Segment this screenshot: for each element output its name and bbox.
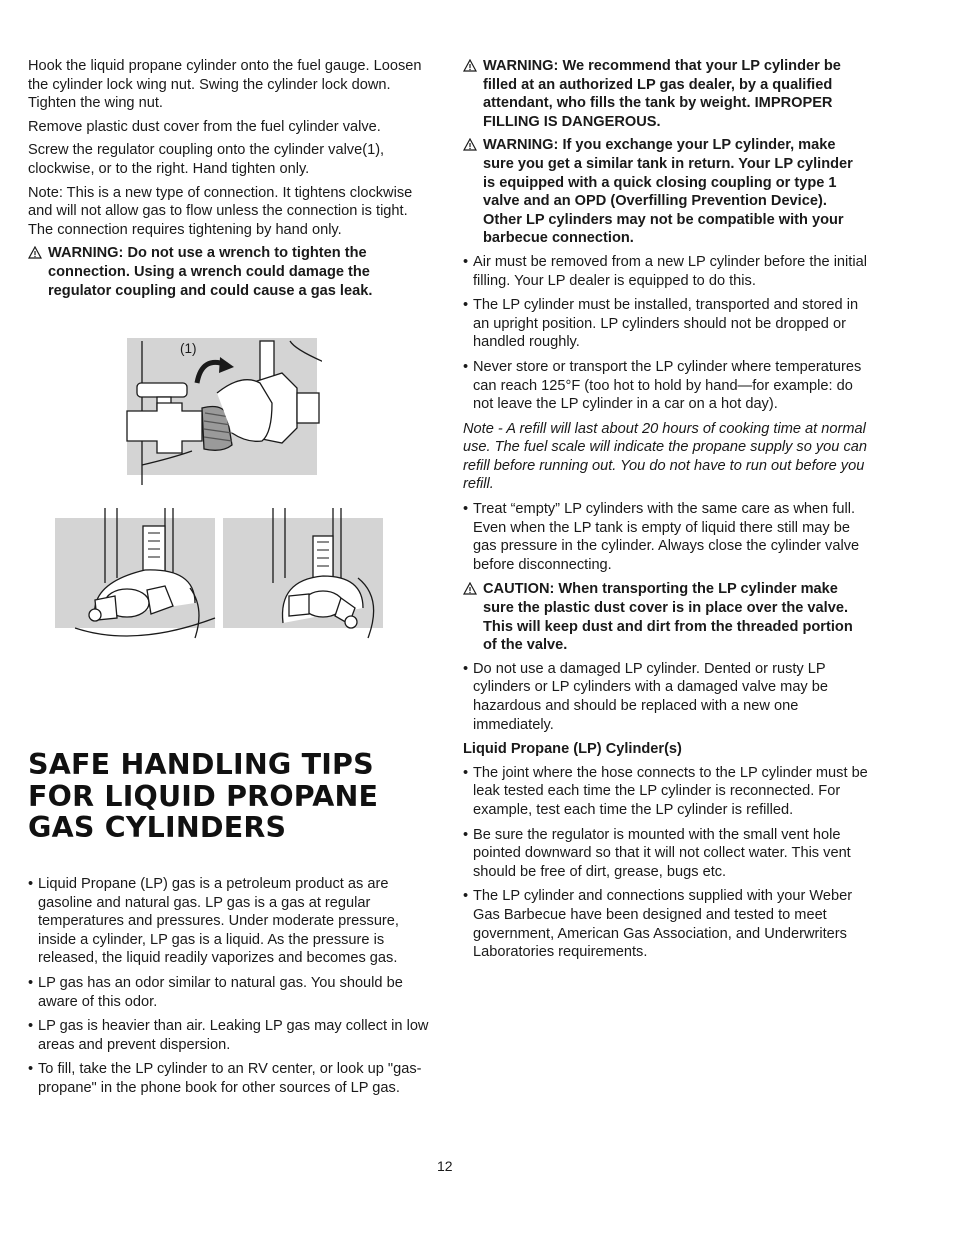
filling-warning-text: WARNING: We recommend that your LP cylinder be filled at an authorized LP gas dealer, by a qualified attendant, who fills the tank by weight. IMPROPER FILLING IS DANGEROUS. xyxy=(483,58,841,130)
list-item: • LP gas is heavier than air. Leaking LP gas may collect in low areas and prevent dispersion. xyxy=(28,1017,434,1054)
wrench-warning-text: WARNING: Do not use a wrench to tighten the connection. Using a wrench could damage the regulator coupling and could cause a gas leak. xyxy=(48,245,373,299)
page-number: 12 xyxy=(437,1158,453,1174)
list-item: • Be sure the regulator is mounted with the small vent hole pointed downward so that it will not collect water. This vent should be free of dirt, grease, bugs etc. xyxy=(463,826,868,882)
callout-label: (1) xyxy=(180,341,197,356)
cylinder-gauge-illustration-1 xyxy=(55,508,217,670)
right-column xyxy=(463,57,868,968)
warning-triangle-icon xyxy=(463,138,477,151)
list-item: • Never store or transport the LP cylinder where temperatures can reach 125°F (too hot to hold by hand—for example: do not leave the LP cylinder in a car on a hot day). xyxy=(463,358,868,414)
instruction-remove-cover: Remove plastic dust cover from the fuel cylinder valve. xyxy=(28,118,381,135)
cylinder-subheading: Liquid Propane (LP) Cylinder(s) xyxy=(463,741,682,758)
list-item: • Liquid Propane (LP) gas is a petroleum product as are gasoline and natural gas. LP gas is a gas at regular temperatures and pressures. Under moderate pressure, inside a cylinder, LP gas is a liquid. As the pressure is released, the liquid readily vaporizes and becomes gas. xyxy=(28,875,434,968)
list-item: • The LP cylinder must be installed, transported and stored in an upright position. LP cylinders should not be dropped or handled roughly. xyxy=(463,296,868,352)
list-item: • LP gas has an odor similar to natural gas. You should be aware of this odor. xyxy=(28,974,434,1011)
exchange-warning xyxy=(463,136,868,248)
cylinder-gauge-illustration-2 xyxy=(223,508,385,670)
list-item: • The joint where the hose connects to the LP cylinder must be leak tested each time the LP cylinder is reconnected. For example, test each time the LP cylinder is refilled. xyxy=(463,764,868,820)
connection-note: Note: This is a new type of connection. It tightens clockwise and will not allow gas to flow unless the connection is tight. The connection requires tightening by hand only. xyxy=(28,184,413,238)
warning-triangle-icon xyxy=(28,246,42,259)
filling-warning xyxy=(463,57,868,131)
exchange-warning-text: WARNING: If you exchange your LP cylinder, make sure you get a similar tank in return. Your LP cylinder is equipped with a quick closing coupling or type 1 valve and an OPD (Overfilling Prevention Device). Other LP cylinders may not be compatible with your barbecue connection. xyxy=(483,137,853,247)
instruction-screw-coupling: Screw the regulator coupling onto the cylinder valve(1), clockwise, or to the right. Hand tighten only. xyxy=(28,142,385,177)
list-item: • Do not use a damaged LP cylinder. Dented or rusty LP cylinders or LP cylinders with a damaged valve may be hazardous and should be replaced with a new one immediately. xyxy=(463,660,868,734)
list-item: • To fill, take the LP cylinder to an RV center, or look up "gas-propane" in the phone book for other sources of LP gas. xyxy=(28,1060,434,1097)
warning-triangle-icon xyxy=(463,582,477,595)
list-item: • The LP cylinder and connections supplied with your Weber Gas Barbecue have been designed and tested to meet government, American Gas Association, and Underwriters Laboratories requirements. xyxy=(463,887,868,961)
list-item: • Air must be removed from a new LP cylinder before the initial filling. Your LP dealer is equipped to do this. xyxy=(463,253,868,290)
coupling-illustration xyxy=(122,333,322,485)
list-item: • Treat “empty” LP cylinders with the same care as when full. Even when the LP tank is empty of liquid there still may be gas pressure in the cylinder. Always close the cylinder valve before disconnecting. xyxy=(463,500,868,574)
section-heading: SAFE HANDLING TIPS FOR LIQUID PROPANE GAS CYLINDERS xyxy=(28,748,379,844)
warning-triangle-icon xyxy=(463,59,477,72)
refill-note: Note - A refill will last about 20 hours of cooking time at normal use. The fuel scale will indicate the propane supply so you can refill before running out. You do not have to run out before you refill. xyxy=(463,420,868,493)
transport-caution xyxy=(463,580,868,654)
safety-tips-list xyxy=(28,875,434,1104)
instruction-hook-cylinder: Hook the liquid propane cylinder onto the fuel gauge. Loosen the cylinder lock wing nut. Swing the cylinder lock down. Tighten the wing nut. xyxy=(28,58,422,112)
left-column xyxy=(28,57,434,305)
wrench-warning xyxy=(28,244,434,300)
transport-caution-text: CAUTION: When transporting the LP cylinder make sure the plastic dust cover is in place over the valve. This will keep dust and dirt from the threaded portion of the valve. xyxy=(483,581,853,654)
